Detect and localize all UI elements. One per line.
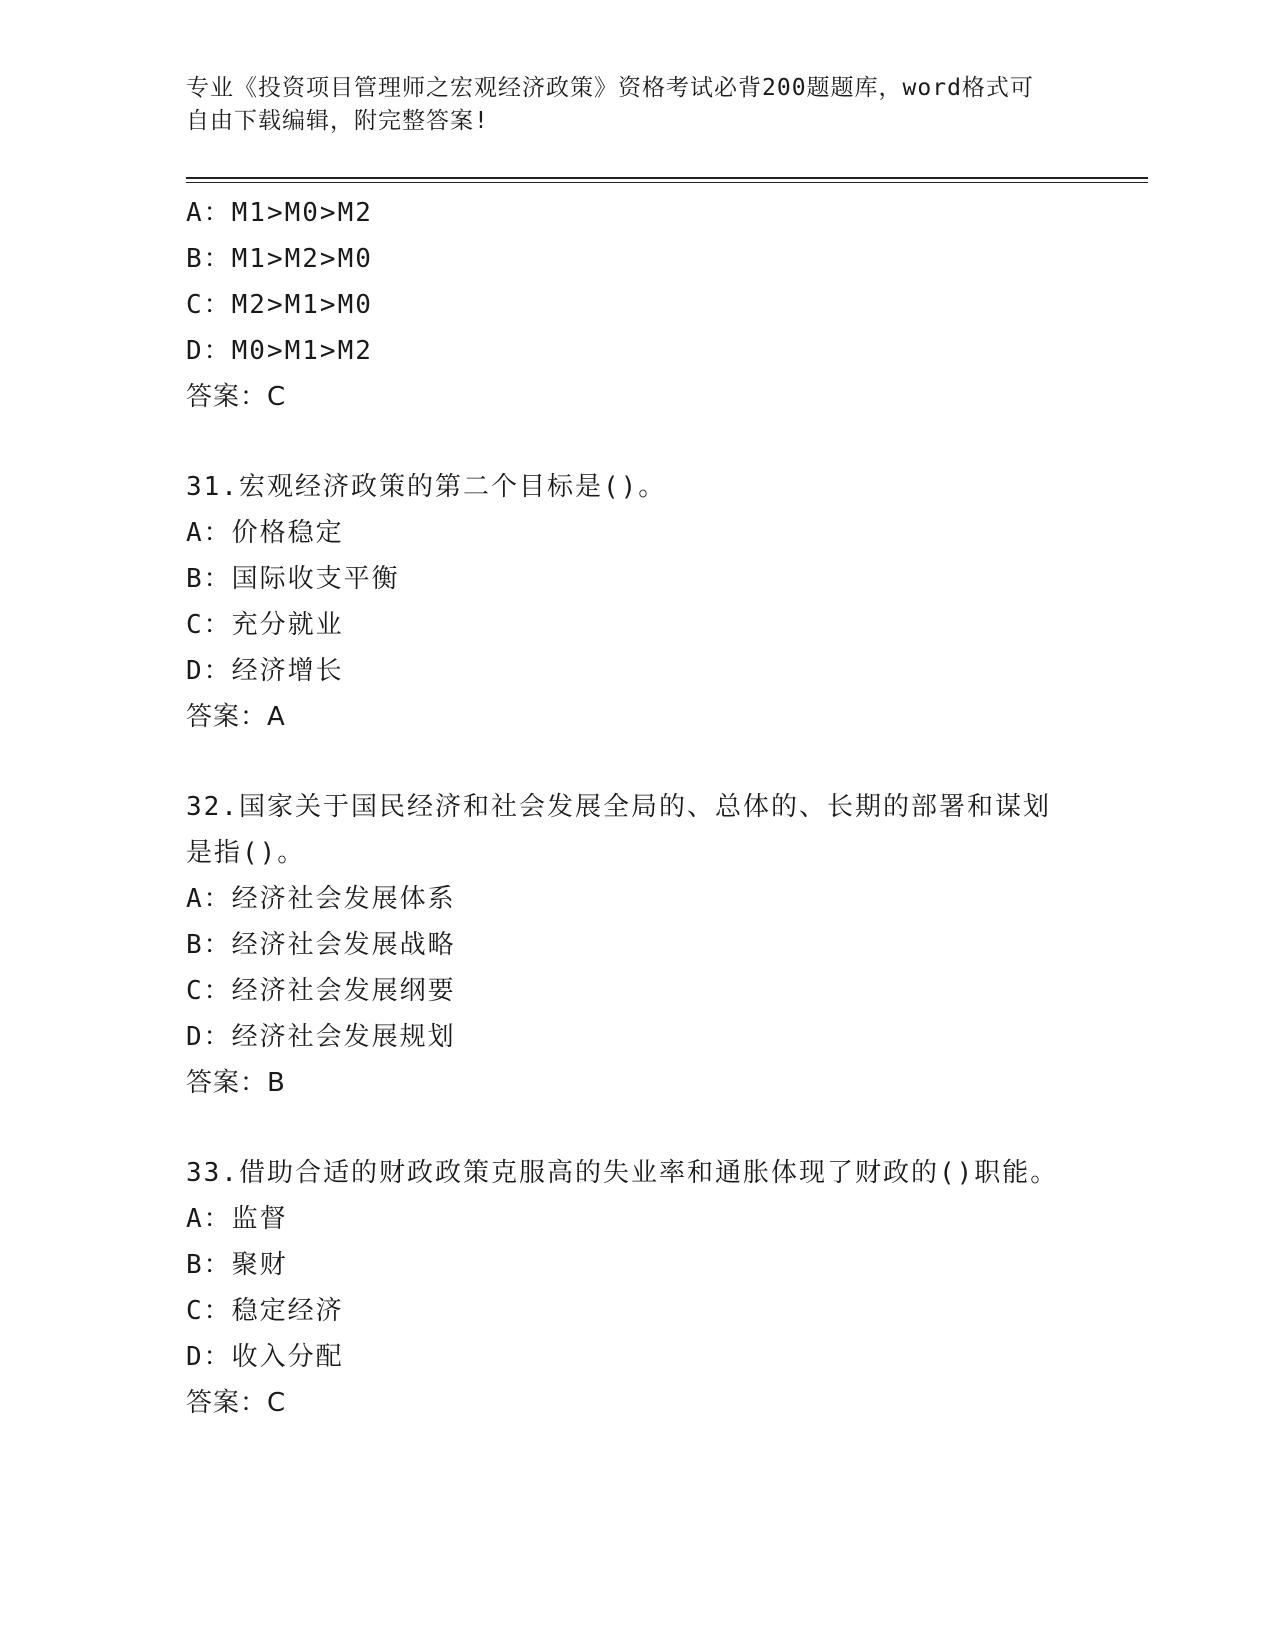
option-letter: B： <box>186 930 232 960</box>
option-text: 监督 <box>231 1204 288 1234</box>
spacer <box>186 1106 1086 1150</box>
option-d <box>186 328 1086 374</box>
answer: 答案：B <box>186 1068 286 1098</box>
option-text: 聚财 <box>231 1250 288 1280</box>
document-header <box>186 72 1066 138</box>
answer: 答案：C <box>186 382 287 412</box>
option-letter: D： <box>186 1342 232 1372</box>
option-a <box>186 876 1086 922</box>
option-letter: D： <box>186 1022 232 1052</box>
option-text: 稳定经济 <box>231 1296 344 1326</box>
option-c <box>186 282 1086 328</box>
option-a <box>186 510 1086 556</box>
option-letter: D： <box>186 336 232 366</box>
option-text: M2>M1>M0 <box>231 290 373 320</box>
option-letter: C： <box>186 976 232 1006</box>
option-c <box>186 968 1086 1014</box>
option-letter: A： <box>186 1204 232 1234</box>
header-title-line-1: 专业《投资项目管理师之宏观经济政策》资格考试必背200题题库，word格式可 <box>186 75 1034 101</box>
question-block-31 <box>186 464 1086 740</box>
answer: 答案：A <box>186 702 286 732</box>
option-text: 经济社会发展规划 <box>231 1022 456 1052</box>
option-b <box>186 922 1086 968</box>
option-text: 经济社会发展战略 <box>231 930 456 960</box>
answer: 答案：C <box>186 1388 287 1418</box>
option-d <box>186 1014 1086 1060</box>
option-text: 充分就业 <box>231 610 344 640</box>
option-letter: D： <box>186 656 232 686</box>
question-block-30 <box>186 190 1086 420</box>
option-b <box>186 556 1086 602</box>
option-text: 价格稳定 <box>231 518 344 548</box>
option-letter: A： <box>186 518 232 548</box>
option-letter: C： <box>186 1296 232 1326</box>
question-list <box>186 190 1086 1426</box>
option-c <box>186 1288 1086 1334</box>
question-text-line-2: 是指()。 <box>186 838 306 868</box>
option-text: 经济增长 <box>231 656 344 686</box>
option-c <box>186 602 1086 648</box>
option-d <box>186 1334 1086 1380</box>
question-block-32 <box>186 784 1086 1106</box>
header-divider-thin <box>186 182 1148 183</box>
option-text: 收入分配 <box>231 1342 344 1372</box>
option-text: 经济社会发展体系 <box>231 884 456 914</box>
option-letter: B： <box>186 244 232 274</box>
option-letter: B： <box>186 564 232 594</box>
option-text: M1>M0>M2 <box>231 198 373 228</box>
option-text: M0>M1>M2 <box>231 336 373 366</box>
option-letter: A： <box>186 884 232 914</box>
question-text-line-1: 32.国家关于国民经济和社会发展全局的、总体的、长期的部署和谋划 <box>186 792 1051 822</box>
spacer <box>186 420 1086 464</box>
option-text: 国际收支平衡 <box>231 564 400 594</box>
option-b <box>186 1242 1086 1288</box>
question-text: 31.宏观经济政策的第二个目标是()。 <box>186 472 667 502</box>
header-title-line-2: 自由下载编辑，附完整答案! <box>186 108 489 134</box>
option-letter: A： <box>186 198 232 228</box>
option-letter: C： <box>186 610 232 640</box>
header-divider-thick <box>186 177 1148 179</box>
question-block-33 <box>186 1150 1086 1426</box>
option-b <box>186 236 1086 282</box>
option-text: 经济社会发展纲要 <box>231 976 456 1006</box>
spacer <box>186 740 1086 784</box>
option-letter: B： <box>186 1250 232 1280</box>
option-text: M1>M2>M0 <box>231 244 373 274</box>
option-a <box>186 190 1086 236</box>
option-letter: C： <box>186 290 232 320</box>
question-text: 33.借助合适的财政政策克服高的失业率和通胀体现了财政的()职能。 <box>186 1158 1059 1188</box>
option-a <box>186 1196 1086 1242</box>
option-d <box>186 648 1086 694</box>
